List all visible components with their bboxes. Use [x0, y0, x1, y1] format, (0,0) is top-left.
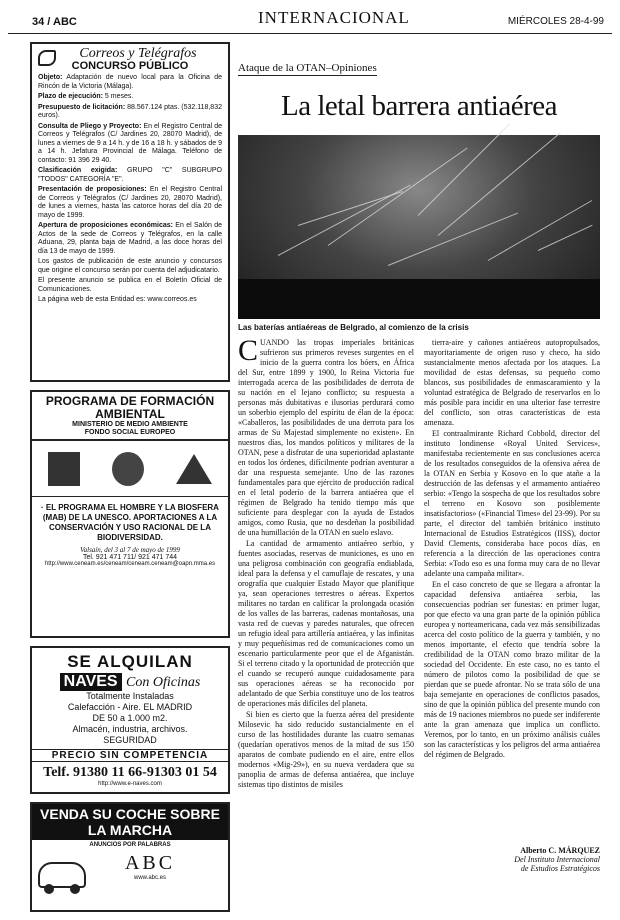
- correos-text: La página web de esta Entidad es: www.correos.es: [38, 296, 197, 303]
- alquilan-line: SEGURIDAD: [103, 735, 157, 745]
- correos-lead: Consulta de Pliego y Proyecto:: [38, 122, 142, 130]
- alquilan-phone: Telf. 91380 11 66-91303 01 54: [43, 765, 217, 780]
- formacion-ministry: MINISTERIO DE MEDIO AMBIENTE: [72, 421, 188, 428]
- alquilan-title: SE ALQUILAN: [67, 652, 193, 671]
- correos-paragraph: [38, 296, 222, 305]
- alquilan-line: Calefacción - Aire. EL MADRID: [67, 702, 193, 712]
- correos-body: [38, 74, 222, 305]
- correos-lead: Presentación de proposiciones:: [38, 186, 147, 193]
- article-photo: [238, 135, 600, 319]
- eu-emblem-icon: [112, 452, 144, 486]
- correos-lead: Objeto:: [38, 74, 63, 81]
- correos-paragraph: [38, 93, 222, 102]
- formacion-logos: [32, 441, 228, 497]
- correos-text: 5 meses.: [102, 93, 134, 100]
- marcha-title-2: LA MARCHA: [87, 822, 173, 838]
- marcha-banner: [32, 804, 228, 840]
- correos-paragraph: [38, 222, 222, 256]
- marcha-ad: [30, 802, 230, 912]
- ceneam-logo-icon: [176, 454, 212, 484]
- correos-paragraph: [38, 167, 222, 184]
- article-paragraph: En el caso concreto de que se llegara a afrontar la capacidad defensiva antiaérea serbia, las consecuencias podrían ser funestas: en primer lugar, por que efecto va una gran parte de la opinión pública europea y norteamericana, cada vez más sensibilizadas acerca del costo político de la guerra y también, y no menos importante, el efecto que tendría sobre la credibilidad de la OTAN como brazo militar de la sociedad del Occidente. En este caso, no es tanto el número de pilotos como la posibilidad de que se pierdan que se puede afrontar. No se trata sólo de una baja semejante en operaciones de conflictos pasados, sino de que la opinión pública del presente mundo con más de 19 naciones miembros no puede ser indiferente ante la gran amenaza que implica un conflicto. Veremos, por lo tanto, en un próximo análisis cuáles son las características y los peligros del arma antiaérea del régimen de Belgrado.: [424, 580, 600, 759]
- correos-text: Los gastos de publicación de este anuncio y concursos que origine el concurso serán por cuenta del adjudicatario.: [38, 258, 222, 274]
- correos-paragraph: [38, 277, 222, 294]
- drop-cap: C: [238, 334, 259, 367]
- correos-paragraph: [38, 123, 222, 166]
- article-paragraph: Si bien es cierto que la fuerza aérea del presidente Milosevic ha sido reducido sustancialmente en el curso de las hostilidades durante las cuatro semanas (quedarían operativos menos de la mitad de sus 150 aparatos de combate pudiendo en el aire, entre ellos modernos «Mig-29»), en su nueva verdadera que su panoplia de armas de defensa antiaérea, que incluye sistemas tipo distintos de misiles: [238, 710, 414, 789]
- abc-logo: ABC: [124, 852, 176, 874]
- photo-skyline: [238, 279, 600, 319]
- ads-column: [30, 42, 230, 920]
- alquilan-price: PRECIO SIN COMPETENCIA: [32, 749, 228, 762]
- correos-paragraph: [38, 104, 222, 121]
- correos-lead: Clasificación exigida:: [38, 167, 118, 174]
- author-name: Alberto C. MÁRQUEZ: [520, 846, 600, 855]
- correos-title: CONCURSO PÚBLICO: [71, 59, 189, 72]
- correos-text: 88.567.124 ptas. (532.118,832 euros).: [38, 103, 222, 119]
- correos-text: GRUPO "C" SUBGRUPO "TODOS" CATEGORÍA "E".: [38, 167, 222, 183]
- correos-text: En el Registro Central de Correos y Telégrafos (C/ Jardines 20, 28070 Madrid), de lunes a viernes de 9 a 14 h. y de 16 a 18 h. y sábados de 9 a 14 h. Jefatura Provincial de Málaga. Teléfono de contacto: 91 396 29 40.: [38, 122, 222, 164]
- byline: [238, 846, 600, 873]
- article-column-2: [424, 338, 600, 842]
- page-number: 34 / ABC: [32, 16, 77, 28]
- post-horn-icon: [38, 50, 56, 66]
- naves-label: NAVES: [60, 673, 122, 691]
- correos-text: Adaptación de nuevo local para la Oficina de Rincón de la Victoria (Málaga).: [38, 74, 222, 90]
- correos-text: En el Salón de Actos de la sede de Correos y Telégrafos, en la calle Aduana, 29, planta baja de Madrid, a las doce horas del día 13 de mayo de 1999.: [38, 222, 222, 255]
- formacion-fund: FONDO SOCIAL EUROPEO: [84, 429, 176, 436]
- alquilan-line: DE 50 a 1.000 m2.: [92, 713, 168, 723]
- formacion-title: PROGRAMA DE FORMACIÓN AMBIENTAL: [45, 394, 215, 421]
- section-title: INTERNACIONAL: [258, 8, 410, 27]
- correos-lead: Presupuesto de licitación:: [38, 103, 126, 111]
- formacion-ad: [30, 390, 230, 638]
- correos-lead: Apertura de proposiciones económicas:: [38, 222, 173, 229]
- formacion-header: [32, 392, 228, 441]
- alquilan-line: Almacén, industria, archivos.: [72, 724, 188, 734]
- ministry-crest-icon: [48, 452, 80, 486]
- tracer-streak: [488, 200, 592, 261]
- formacion-phone: Tel. 921 471 711/ 921 471 744: [82, 554, 178, 561]
- correos-paragraph: [38, 186, 222, 220]
- correos-paragraph: [38, 258, 222, 275]
- correos-text: En el Registro Central de Correos y Telégrafos (C/ Jardines 20, 28070 Madrid), de lunes a viernes, hasta las catorce horas del día 20 de mayo de 1999.: [38, 186, 222, 219]
- page-date: MIÉRCOLES 28-4-99: [507, 16, 604, 27]
- article: [238, 58, 600, 873]
- article-paragraph: UANDO las tropas imperiales británicas sufrieron sus primeros reveses surgentes en el inicio de la guerra contra los bóers, en África del Sur, entre 1899 y 1900, lo Reina Victoria fue interrogada acerca de las posibilidades de derrota de su nación en el lejano conflicto; su respuesta a personas más dubitativas e ilusorias perdurará como un soberbio ejemplo del espíritu de élan de la época: «Caballeros, las posibilidades de una derrota para los armas de Su Majestad simplemente no existen». En nuestros días, los mandos políticos y militares de la OTAN, pese a disfrutar de una superioridad aplastante en todos los órdenes, difícilmente podrían aventurar a dar una respuesta semejante. Uno de las razones fundamentales para que ejército de producción radical en el letal poderío de la barrera antiaérea que el régimen de Belgrado ha tenido tiempo más que suficiente para desplegar con la ayuda de Estados amigos, como Rusia, que no desdeñan la posibilidad de una humillación de la OTAN en suelo eslavo.: [238, 338, 414, 537]
- correos-ad: [30, 42, 230, 382]
- formacion-course: · EL PROGRAMA EL HOMBRE Y LA BIOSFERA (MAB) DE LA UNESCO. APORTACIONES A LA CONSERVACIÓN Y USO RACIONAL DE LA BIODIVERSIDAD.: [41, 503, 219, 542]
- alquilan-line: Totalmente Instaladas: [86, 691, 174, 701]
- article-section: Ataque de la OTAN–Opiniones: [238, 62, 377, 74]
- con-oficinas-label: Con Oficinas: [126, 675, 201, 690]
- photo-caption: Las baterías antiaéreas de Belgrado, al comienzo de la crisis: [238, 323, 469, 332]
- page-header: [8, 6, 612, 34]
- article-paragraph: La cantidad de armamento antiaéreo serbio, y fuentes asociadas, reservas de municiones, es uno en una peligrosa combinación con geografía endiablada, ideal para la defensa y el camuflaje de rescates, y una orografía que cualquier Estado Mayor que planifique ya, sean operaciones terrestres o aéreas. Expertos militares no tardan en calificar la prolongada ocasión de los valles de las barreras, cadenas montañosas, una vasta red de cuevas y paredes naturales, que ofrecen un refugio ideal para artillería antiaérea, y las infinitas y muy pequeñísimas red de comunicaciones como un escenario particularmente peor que el de Afganistán. Si el terreno citado y la oportunidad de protección que el cuando se recuperó aunque cuidadosamente para sus operaciones aéreas se ha reconocido por adelantado de que Serbia constituye uno de los teatros de operaciones más difíciles del planeta.: [238, 539, 414, 708]
- tracer-streak: [298, 191, 403, 226]
- tracer-streak: [538, 225, 593, 251]
- abc-url[interactable]: www.abc.es: [133, 875, 166, 881]
- correos-lead: Plazo de ejecución:: [38, 93, 103, 100]
- formacion-url[interactable]: http://www.ceneam.es/ceneam/ceneam.ceneam@oapn.mma.es: [44, 561, 216, 567]
- correos-text: El presente anuncio se publica en el Boletín Oficial de Comunicaciones.: [38, 277, 222, 293]
- author-institution-1: Del Instituto Internacional: [514, 855, 600, 864]
- tracer-streak: [418, 123, 511, 216]
- article-paragraph: El contraalmirante Richard Cobbold, director del instituto londinense «Royal United Services», manifestaba recientemente en sus conclusiones acerca de los resultados conseguidos de la ofensiva aérea de la OTAN en Serbia y Kosovo en lo que atañe a la destrucción de las defensas y el armamento antiaéreo serbio: «Tengo la sospecha de que los resultados sobre el terreno en Kosovo son posiblemente insatisfactorios» («Financial Times» del 23-99). Por su parte, el director del también británico instituto Internacional de Estudios Estratégicos (IISS), doctor David Clements, consideraba hace pocos días, en referencia a la dirección de las operaciones contra Serbia: «Todo eso es una forma muy cara de no llevar adelante una campaña militar».: [424, 429, 600, 578]
- article-paragraph: tierra-aire y cañones antiaéreos autopropulsados, mayoritariamente de origen ruso y checo, ha sido sustancialmente menos afectada por los ataques. La movilidad de estas defensas, su pequeño como blancos, sus posibilidades de enmascaramiento y la voluntad estratégica de Belgrado de reservarlos en lo más posible para incidir en una ulterior fase terrestre del conflicto, son otras características de esta amenaza.: [424, 338, 600, 427]
- article-headline: La letal barrera antiaérea: [281, 90, 557, 122]
- correos-paragraph: [38, 74, 222, 91]
- article-body: [238, 334, 600, 842]
- alquilan-url[interactable]: http://www.e-naves.com: [98, 781, 162, 787]
- marcha-title-1: VENDA SU COCHE SOBRE: [40, 806, 220, 822]
- car-icon: [38, 862, 86, 888]
- correos-brand: Correos y Telégrafos: [79, 46, 197, 61]
- formacion-date: Valsaín, del 3 al 7 de mayo de 1999: [80, 546, 180, 554]
- marcha-subtitle: ANUNCIOS POR PALABRAS: [89, 842, 171, 848]
- tracer-streak: [328, 148, 468, 246]
- article-column-1: [238, 334, 414, 842]
- alquilan-ad: [30, 646, 230, 794]
- author-institution-2: de Estudios Estratégicos: [520, 864, 600, 873]
